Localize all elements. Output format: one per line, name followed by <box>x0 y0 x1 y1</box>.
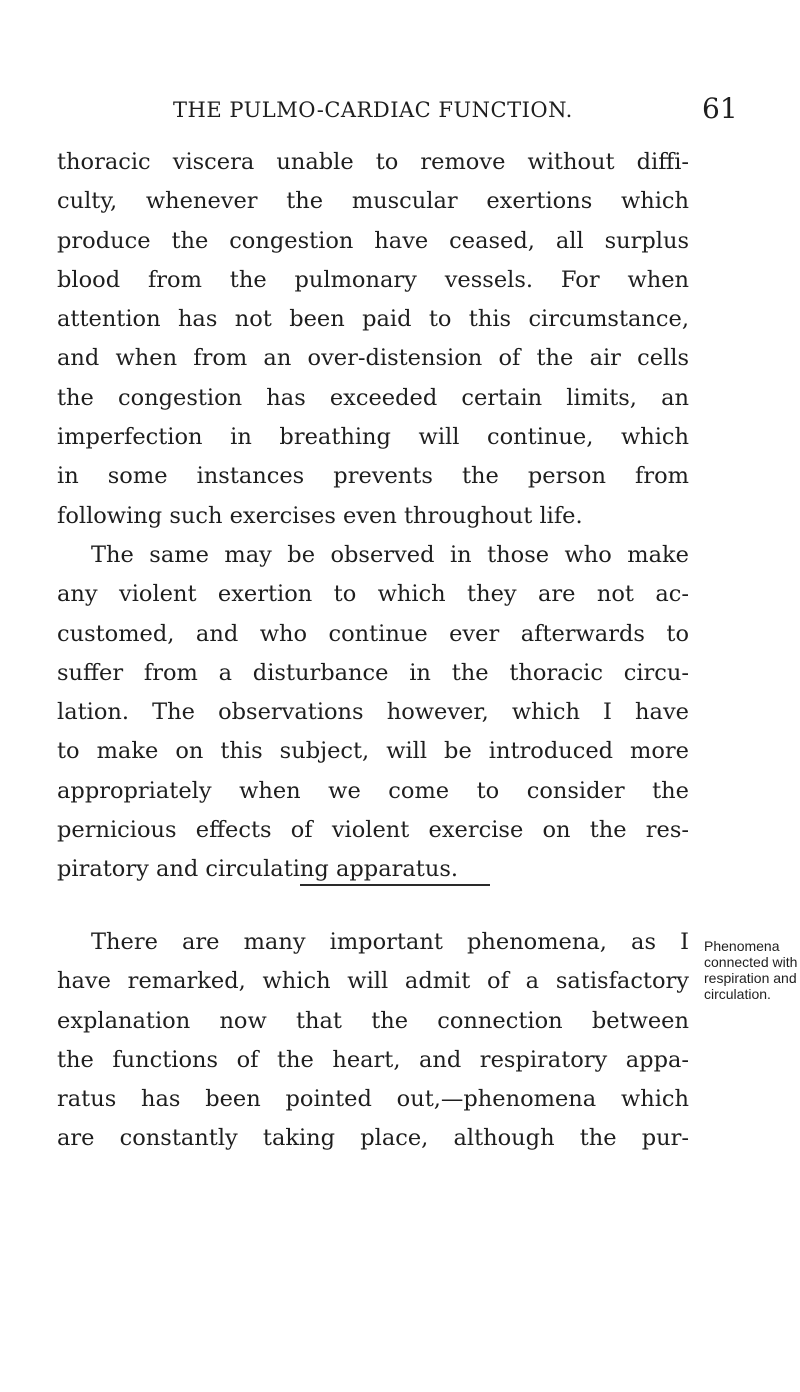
margin-note-line: respiration and <box>704 970 797 986</box>
page-number: 61 <box>702 92 738 125</box>
text-line: in some instances prevents the person from <box>57 463 689 490</box>
text-line: are constantly taking place, although the pur- <box>57 1125 689 1152</box>
upper-text-block <box>57 143 689 890</box>
text-line: ratus has been pointed out,—phenomena which <box>57 1086 689 1113</box>
margin-note <box>704 938 800 1002</box>
text-line: imperfection in breathing will continue, which <box>57 424 689 451</box>
text-line: following such exercises even throughout life. <box>57 502 583 529</box>
text-line: and when from an over-distension of the air cells <box>57 345 689 372</box>
text-line: The same may be observed in those who make <box>91 541 689 568</box>
running-title: THE PULMO-CARDIAC FUNCTION. <box>173 98 573 122</box>
text-line: the congestion has exceeded certain limits, an <box>57 384 689 411</box>
lower-text-block <box>57 923 689 1159</box>
paragraph-phenomena <box>57 923 689 1159</box>
text-line: There are many important phenomena, as I <box>91 929 689 955</box>
text-line: to make on this subject, will be introduced more <box>57 738 689 765</box>
text-line: have remarked, which will admit of a satisfactory <box>57 968 689 995</box>
text-line: customed, and who continue ever afterwards to <box>57 620 689 647</box>
text-line: culty, whenever the muscular exertions which <box>57 188 689 215</box>
running-head <box>0 92 800 132</box>
text-line: produce the congestion have ceased, all surplus <box>57 227 689 254</box>
text-line: attention has not been paid to this circumstance, <box>57 306 689 333</box>
text-line: the functions of the heart, and respiratory appa- <box>57 1046 689 1073</box>
text-line: any violent exertion to which they are not ac- <box>57 581 689 608</box>
section-divider <box>300 884 490 886</box>
text-line: lation. The observations however, which I have <box>57 699 689 726</box>
margin-note-line: circulation. <box>704 986 771 1002</box>
margin-note-line: Phenomena <box>704 938 780 954</box>
text-line: appropriately when we come to consider the <box>57 777 689 804</box>
text-line: blood from the pulmonary vessels. For when <box>57 266 689 293</box>
margin-note-line: connected with <box>704 954 798 970</box>
paragraph-continuation <box>57 143 689 536</box>
text-line: piratory and circulating apparatus. <box>57 856 459 883</box>
text-line: thoracic viscera unable to remove without diffi- <box>57 149 689 175</box>
text-line: suffer from a disturbance in the thoracic circu- <box>57 659 689 686</box>
text-line: pernicious effects of violent exercise on the res- <box>57 817 689 844</box>
paragraph-violent-exertion <box>57 536 689 890</box>
text-line: explanation now that the connection between <box>57 1007 689 1034</box>
